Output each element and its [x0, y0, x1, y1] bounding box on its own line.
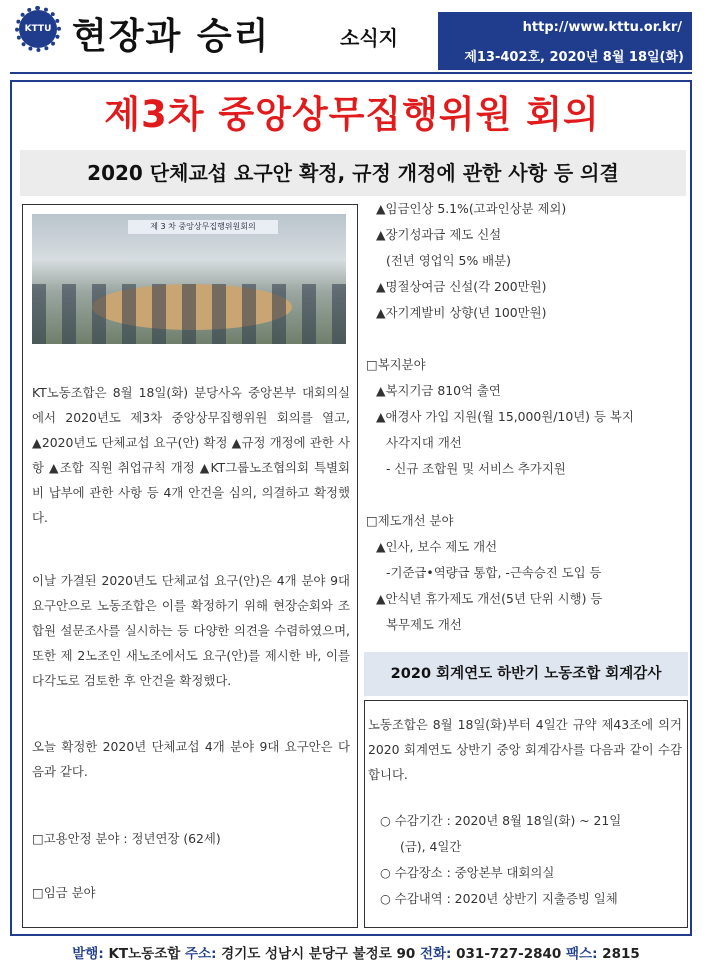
- article-subtitle: 2020 단체교섭 요구안 확정, 규정 개정에 관한 사항 등 의결: [20, 150, 686, 196]
- fax-label: 팩스:: [565, 946, 598, 962]
- demand-line: □제도개선 분야: [366, 513, 454, 528]
- header-info-box: [438, 12, 692, 70]
- address-label: 주소:: [184, 946, 217, 962]
- demand-line: ▲명절상여금 신설(각 200만원): [376, 279, 547, 294]
- wage-item: □임금 분야: [32, 885, 96, 900]
- audit-item: (금), 4일간: [400, 839, 462, 854]
- newsletter-brand: 현장과 승리: [72, 15, 271, 57]
- publisher-label: 발행:: [72, 946, 104, 962]
- demand-line: ▲복지기금 810억 출연: [376, 383, 501, 398]
- audit-heading: 2020 회계연도 하반기 노동조합 회계감사: [364, 652, 688, 696]
- demand-line: ▲안식년 휴가제도 개선(5년 단위 시행) 등: [376, 591, 603, 606]
- header-divider: [10, 72, 692, 74]
- meeting-photo: [32, 214, 346, 344]
- photo-banner: 제 3 차 중앙상무집행위원회의: [128, 220, 278, 234]
- demand-line: ▲장기성과급 제도 신설: [376, 227, 502, 242]
- paragraph-1: KT노동조합은 8월 18일(화) 분당사옥 중앙본부 대회의실에서 2020년도 제3차 중앙상무집행위원 회의를 열고, ▲2020년도 단체교섭 요구(안) 확정 ▲규정 개정에 관한 사항 ▲조합 직원 취업규칙 개정 ▲KT그룹노조협의회 특별회비 납부에 관한 사항 등 4개 안건을 심의, 의결하고 확정했다.: [32, 385, 350, 525]
- demand-line: □복지분야: [366, 357, 426, 372]
- audit-item: ○ 수감장소 : 중앙본부 대회의실: [380, 865, 555, 880]
- kttu-logo: [19, 10, 57, 48]
- demand-line: ▲애경사 가입 지원(월 15,000원/10년) 등 복지: [376, 409, 634, 424]
- footer: [0, 942, 712, 962]
- demand-line: 사각지대 개선: [386, 435, 462, 450]
- phone: 031-727-2840: [456, 946, 562, 962]
- demand-line: ▲임금인상 5.1%(고과인상분 제외): [376, 201, 567, 216]
- spacer: [366, 326, 696, 352]
- demand-line: ▲인사, 보수 제도 개선: [376, 539, 498, 554]
- website-url[interactable]: http://www.kttu.or.kr/: [522, 20, 682, 35]
- audit-items: [380, 808, 690, 912]
- phone-label: 전화:: [419, 946, 452, 962]
- issue-number: 제13-402호, 2020년 8월 18일(화): [464, 50, 684, 65]
- demand-line: ▲자기계발비 상향(년 100만원): [376, 305, 547, 320]
- audit-body: 노동조합은 8월 18일(화)부터 4일간 규약 제43조에 의거 2020 회계연도 상반기 중앙 회계감사를 다음과 같이 수감합니다.: [368, 717, 682, 782]
- paragraph-3: 오늘 확정한 2020년 단체교섭 4개 분야 9대 요구안은 다음과 같다.: [32, 739, 350, 779]
- photo-participants: [32, 284, 346, 344]
- paragraph-2: 이날 가결된 2020년도 단체교섭 요구(안)은 4개 분야 9대 요구안으로 노동조합은 이를 확정하기 위해 현장순회와 조합원 설문조사를 실시하는 등 다양한 의견을 수렴하였으며, 또한 제 2노조인 새노조에서도 요구(안)를 제시한 바, 이를 다각도로 검토한 후 안건을 확정했다.: [32, 573, 350, 688]
- address: 경기도 성남시 분당구 불정로 90: [221, 946, 416, 962]
- demand-line: -기준급•역량급 통합, -근속승진 도입 등: [386, 565, 602, 580]
- fax: 2815: [602, 946, 640, 962]
- logo-text: KTTU: [24, 24, 52, 34]
- demand-line: - 신규 조합원 및 서비스 추가지원: [386, 461, 566, 476]
- spacer: [366, 482, 696, 508]
- demand-line: (전년 영업익 5% 배분): [386, 253, 511, 268]
- newsletter-brand-sub: 소식지: [340, 26, 398, 50]
- audit-item: ○ 수감기간 : 2020년 8월 18일(화) ~ 21일: [380, 813, 622, 828]
- employment-item: □고용안정 분야 : 정년연장 (62세): [32, 831, 221, 846]
- demands-list: [366, 196, 696, 638]
- publisher: KT노동조합: [108, 946, 181, 962]
- demand-line: 복무제도 개선: [386, 617, 462, 632]
- article-title: 제3차 중앙상무집행위원 회의: [104, 93, 600, 136]
- audit-item: ○ 수감내역 : 2020년 상반기 지출증빙 일체: [380, 891, 618, 906]
